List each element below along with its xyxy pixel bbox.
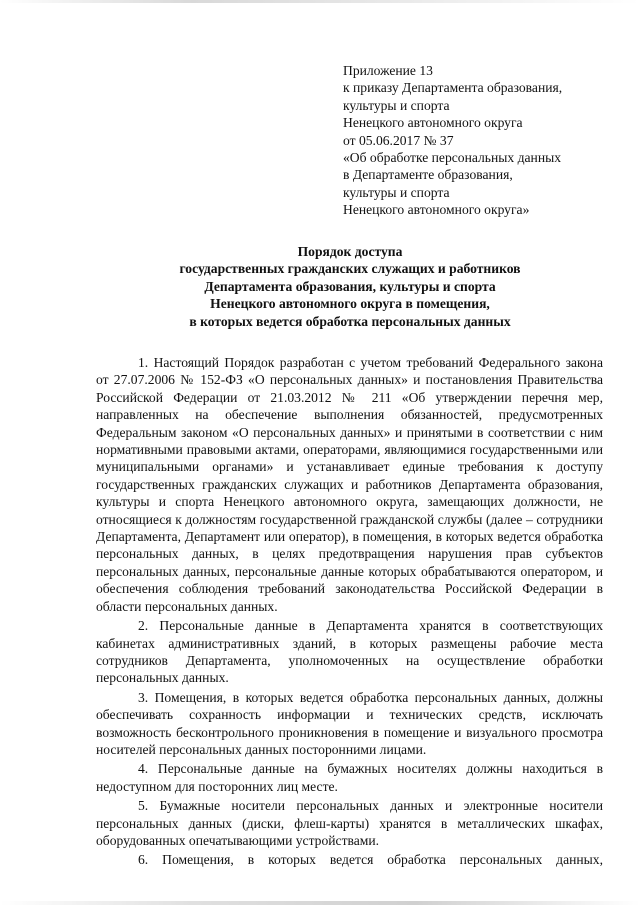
title-line: государственных гражданских служащих и работников [179,261,521,277]
paragraph-4: 4. Персональные данные на бумажных носителях должны находиться в недоступном для посторонних лиц месте. [96,761,603,794]
title-line: Департамента образования, культуры и спорта [204,278,496,294]
paragraph-5: 5. Бумажные носители персональных данных и электронные носители персональных данных (диски, флеш-карты) хранятся в металлических шкафах, оборудованных опечатывающими устройствами. [96,798,603,848]
appendix-line: культуры и спорта [343,97,450,113]
appendix-block [343,62,613,219]
appendix-line: от 05.06.2017 № 37 [343,132,454,148]
appendix-line: культуры и спорта [343,184,450,200]
paragraph-1: 1. Настоящий Порядок разработан с учетом требований Федерального закона от 27.07.2006 № 152-ФЗ «О персональных данных» и постановления Правительства Российской Федерации от 21.03.2012 № 211 «Об утверждении перечня мер, направленных на обеспечение выполнения обязанностей, предусмотренных Федеральным законом «О персональных данных» и принятыми в соответствии с ним нормативными правовыми актами, операторами, являющимися государственными или муниципальными органами» и устанавливает единые требования к доступу государственных гражданских служащих и работников Департамента образования, культуры и спорта Ненецкого автономного округа, замещающих должности, не относящиеся к должностям государственной гражданской службы (далее – сотрудники Департамента, Департамент или оператор), в помещения, в которых ведется обработка персональных данных, в целях предотвращения нарушения прав субъектов персональных данных, персональные данные которых обрабатываются оператором, и обеспечения соблюдения требований законодательства Российской Федерации в области персональных данных. [96,355,603,614]
document-title [120,243,580,330]
scan-edge-top [0,0,640,3]
scan-edge-bottom [0,901,640,905]
title-line: Ненецкого автономного округа в помещения, [210,296,490,312]
document-body [96,354,603,869]
title-line: Порядок доступа [297,244,403,259]
appendix-line: «Об обработке персональных данных [343,150,562,166]
appendix-line: Ненецкого автономного округа [343,115,523,131]
paragraph-2: 2. Персональные данные в Департамента хранятся в соответствующих кабинетах административных зданий, в которых размещены рабочие места сотрудников Департамента, уполномоченных на осуществление обработки персональных данных. [96,618,603,686]
appendix-line: Приложение 13 [343,63,433,78]
appendix-line: Ненецкого автономного округа» [343,202,530,218]
paragraph-6: 6. Помещения, в которых ведется обработка персональных данных, [138,852,603,868]
paragraph-3: 3. Помещения, в которых ведется обработка персональных данных, должны обеспечивать сохранность информации и технических средств, исключать возможность бесконтрольного проникновения в помещение и визуального просмотра носителей персональных данных посторонними лицами. [96,689,603,757]
appendix-line: в Департаменте образования, [343,167,513,183]
title-line: в которых ведется обработка персональных данных [189,313,511,329]
appendix-line: к приказу Департамента образования, [343,80,563,96]
